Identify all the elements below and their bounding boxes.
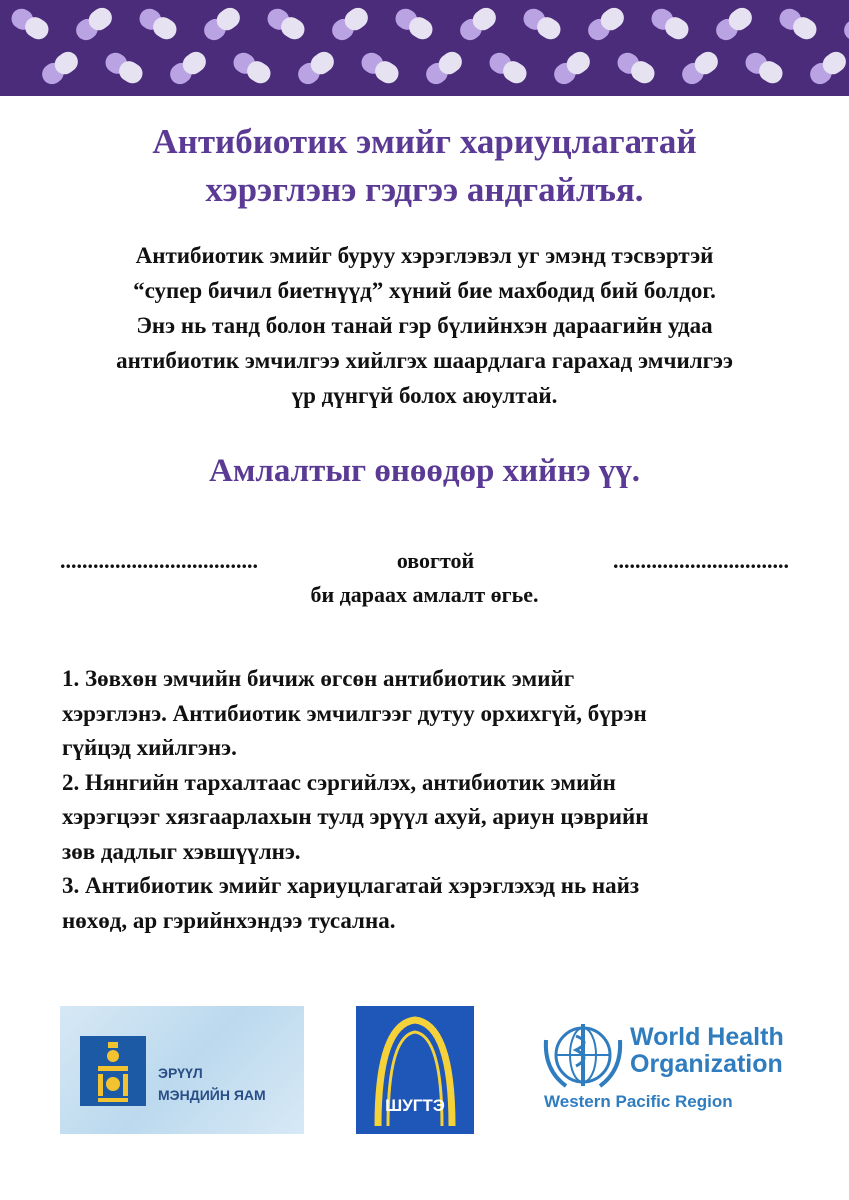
commitment-line: 2. Нянгийн тархалтаас сэргийлэх, антибиотик эмийн	[62, 769, 616, 795]
ministry-name-line-2: МЭНДИЙН ЯАМ	[158, 1087, 266, 1103]
surname-fill-line	[60, 546, 789, 576]
pledge-statement: би дараах амлалт өгье.	[310, 582, 539, 607]
capsule-icon	[72, 4, 116, 44]
commitment-line: гүйцэд хийлгэнэ.	[62, 735, 237, 760]
capsule-icon	[550, 48, 594, 88]
capsule-icon	[200, 4, 244, 44]
capsule-icon	[712, 4, 756, 44]
commitment-list	[62, 662, 802, 938]
capsule-icon	[456, 4, 500, 44]
capsule-banner	[0, 0, 849, 96]
shugte-logo	[356, 1006, 474, 1134]
shugte-name: ШУГТЭ	[385, 1096, 445, 1115]
capsule-icon	[264, 5, 309, 43]
commitment-line: хэрэглэнэ. Антибиотик эмчилгээг дутуу орхихгүй, бүрэн	[62, 700, 647, 726]
commitment-line: нөхөд, ар гэрийнхэндээ тусална.	[62, 907, 396, 933]
capsule-icon	[422, 48, 466, 88]
intro-line: “супер бичил биетнүүд” хүний бие махбодид бий болдог.	[133, 278, 716, 303]
who-emblem-icon	[540, 1020, 626, 1090]
who-logo	[536, 1018, 796, 1122]
commitment-line: зөв дадлыг хэвшүүлнэ.	[62, 838, 301, 864]
commitment-item	[62, 869, 802, 938]
capsule-icon	[392, 5, 437, 43]
intro-line: үр дүнгүй болох аюултай.	[291, 383, 558, 408]
commitment-line: 3. Антибиотик эмийг хариуцлагатай хэрэглэхэд нь найз	[62, 873, 640, 898]
fill-dots-right: ................................	[613, 548, 789, 573]
who-name-line-1: World Health	[630, 1023, 784, 1051]
ministry-of-health-logo	[60, 1006, 304, 1134]
intro-line: антибиотик эмчилгээ хийлгэх шаардлага гарахад эмчилгээ	[116, 348, 733, 373]
intro-line: Энэ нь танд болон танай гэр бүлийнхэн дараагийн удаа	[136, 313, 713, 338]
commitment-item	[62, 766, 802, 870]
commitment-line: хэрэгцээг хязгаарлахын тулд эрүүл ахуй, ариун цэврийн	[62, 804, 649, 829]
who-name-line-2: Organization	[630, 1050, 783, 1078]
capsule-icon	[38, 48, 82, 88]
intro-paragraph	[20, 238, 829, 413]
who-region: Western Pacific Region	[544, 1092, 733, 1111]
capsule-icon	[776, 5, 821, 43]
commitment-line: 1. Зөвхөн эмчийн бичиж өгсөн антибиотик эмийг	[62, 666, 575, 691]
who-name	[630, 1024, 784, 1078]
capsule-icon	[136, 5, 181, 43]
capsule-icon	[840, 4, 849, 44]
fill-dots-left: ....................................	[60, 548, 258, 573]
capsule-icon	[742, 49, 787, 87]
capsule-icon	[8, 5, 53, 43]
capsule-icon	[486, 49, 531, 87]
capsule-icon	[678, 48, 722, 88]
capsule-icon	[806, 48, 849, 88]
soyombo-emblem-icon	[80, 1036, 146, 1106]
capsule-icon	[584, 4, 628, 44]
ministry-name-line-1: ЭРҮҮЛ	[158, 1065, 203, 1081]
capsule-icon	[648, 5, 693, 43]
pledge-heading: Амлалтыг өнөөдөр хийнэ үү.	[209, 453, 640, 489]
capsule-icon	[230, 49, 275, 87]
title-line-2: хэрэглэнэ гэдгээ андгайлъя.	[205, 170, 644, 209]
intro-line: Антибиотик эмийг буруу хэрэглэвэл уг эмэнд тэсвэртэй	[135, 243, 714, 268]
ministry-name	[158, 1062, 298, 1106]
capsule-icon	[520, 5, 565, 43]
capsule-pattern-icon	[0, 0, 849, 96]
capsule-icon	[102, 49, 147, 87]
surname-label: овогтой	[396, 548, 475, 573]
capsule-icon	[294, 48, 338, 88]
page-title	[0, 118, 849, 214]
capsule-icon	[328, 4, 372, 44]
title-line-1: Антибиотик эмийг хариуцлагатай	[152, 122, 697, 161]
capsule-icon	[166, 48, 210, 88]
capsule-icon	[358, 49, 403, 87]
capsule-icon	[614, 49, 659, 87]
commitment-item	[62, 662, 802, 766]
